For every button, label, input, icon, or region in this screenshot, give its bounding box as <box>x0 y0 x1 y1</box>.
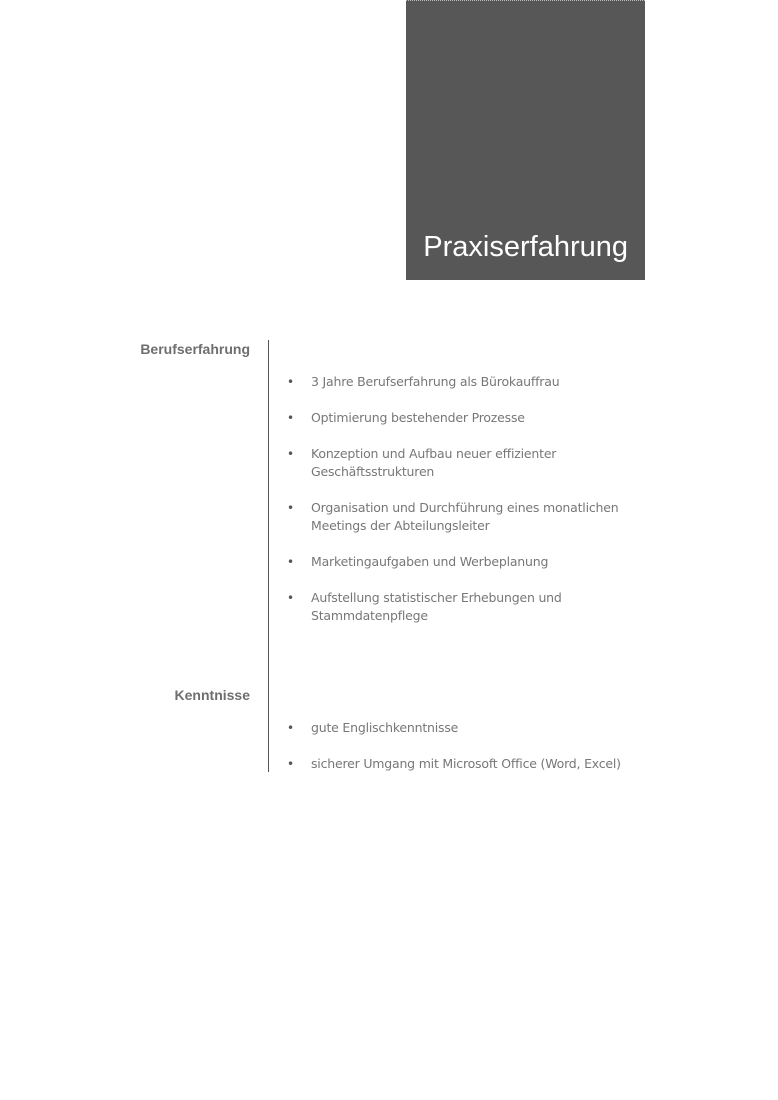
list-item: • 3 Jahre Berufserfahrung als Bürokauffrau <box>287 374 560 389</box>
list-item: • Konzeption und Aufbau neuer effizienter Geschäftsstrukturen <box>287 446 557 479</box>
title-block <box>406 0 645 280</box>
list-item: • gute Englischkenntnisse <box>287 720 459 735</box>
list-item: • Organisation und Durchführung eines monatlichen Meetings der Abteilungsleiter <box>287 500 619 533</box>
bullet-icon: • <box>287 591 294 605</box>
list-item: • sicherer Umgang mit Microsoft Office (Word, Excel) <box>287 756 621 771</box>
bullet-icon: • <box>287 555 294 569</box>
list-item: • Optimierung bestehender Prozesse <box>287 410 525 425</box>
berufserfahrung-list <box>287 373 627 643</box>
section-label-berufserfahrung: Berufserfahrung <box>140 341 250 357</box>
bullet-icon: • <box>287 411 294 425</box>
section-divider-line <box>268 340 269 772</box>
list-item: • Aufstellung statistischer Erhebungen und Stammdatenpflege <box>287 590 562 623</box>
kenntnisse-list <box>287 719 627 791</box>
list-item: • Marketingaufgaben und Werbeplanung <box>287 554 549 569</box>
page-title: Praxiserfahrung <box>423 231 628 263</box>
section-label-kenntnisse: Kenntnisse <box>174 687 250 703</box>
bullet-icon: • <box>287 757 294 771</box>
bullet-icon: • <box>287 447 294 461</box>
bullet-icon: • <box>287 375 294 389</box>
bullet-icon: • <box>287 501 294 515</box>
bullet-icon: • <box>287 721 294 735</box>
